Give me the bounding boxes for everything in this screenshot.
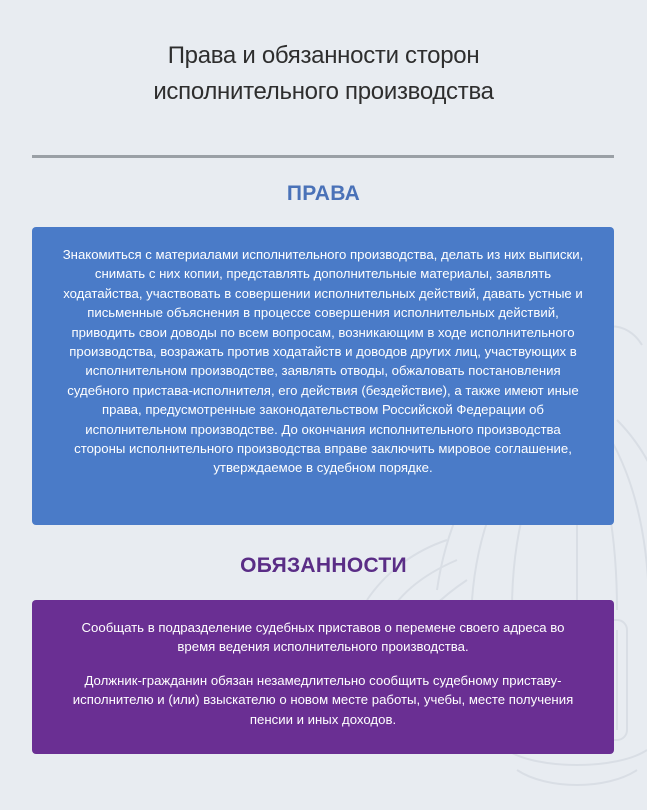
rights-heading: ПРАВА	[286, 182, 361, 205]
rights-card	[32, 227, 614, 525]
page-title-line-1: Права и обязанности сторон	[167, 42, 480, 69]
title-divider	[32, 155, 614, 158]
duties-paragraph-1: Сообщать в подразделение судебных приставов о перемене своего адреса во время ведения исполнительного производства.	[81, 620, 565, 655]
duties-heading: ОБЯЗАННОСТИ	[240, 554, 407, 577]
page-title	[0, 38, 647, 110]
duties-card	[32, 600, 614, 754]
rights-text: Знакомиться с материалами исполнительного производства, делать из них выписки, снимать с них копии, представлять дополнительные материалы, заявлять ходатайства, участвовать в совершении исполнительных действий, давать устные и письменные объяснения в процессе совершения исполнительных действий, приводить свои доводы по всем вопросам, возникающим в ходе исполнительного производства, возражать против ходатайств и доводов других лиц, участвующих в исполнительном производстве, заявлять отводы, обжаловать постановления судебного пристава-исполнителя, его действия (бездействие), а также имеют иные права, предусмотренные законодательством Российской Федерации об исполнительном производстве. До окончания исполнительного производства стороны исполнительного производства вправе заключить мировое соглашение, утверждаемое в судебном порядке.	[62, 247, 584, 476]
page-title-line-2: исполнительного производства	[153, 78, 494, 105]
duties-paragraph-2: Должник-гражданин обязан незамедлительно сообщить судебному приставу-исполнителю и (или) взыскателю о новом месте работы, учебы, месте получения пенсии и иных доходов.	[72, 672, 574, 727]
